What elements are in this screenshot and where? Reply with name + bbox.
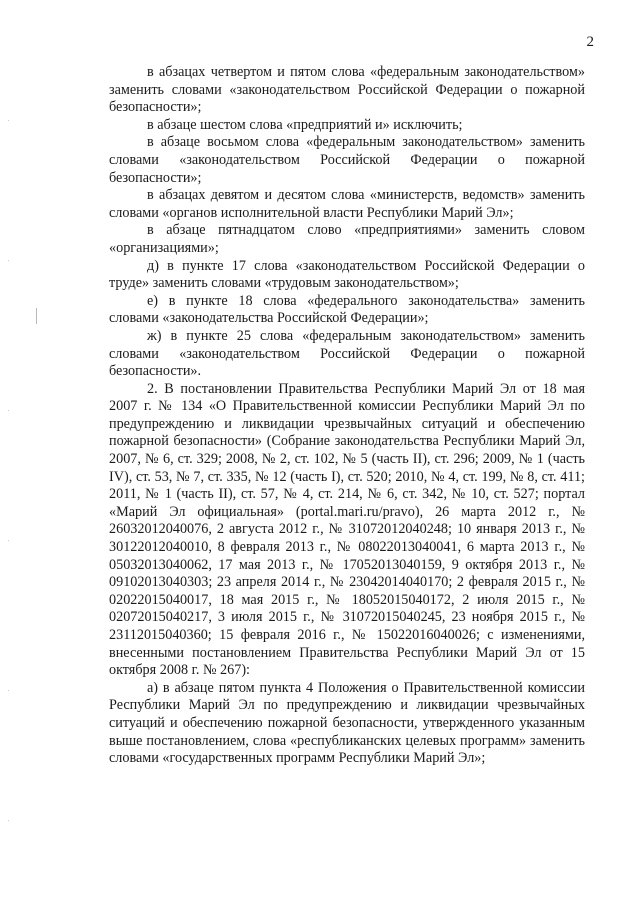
scan-artifact-mark xyxy=(36,308,37,324)
scan-edge-dots xyxy=(8,0,10,905)
paragraph-amend-paragraphs-4-5: в абзацах четвертом и пятом слова «федеральным законодательством» заменить словами «законодательством Российской Федерации о пожарной безопасности»; xyxy=(109,64,585,116)
paragraph-amend-paragraphs-9-10: в абзацах девятом и десятом слова «министерств, ведомств» заменить словами «органов исполнительной власти Республики Марий Эл»; xyxy=(109,187,585,221)
paragraph-amend-paragraph-15: в абзаце пятнадцатом слово «предприятиями» заменить словом «организациями»; xyxy=(109,222,585,256)
paragraph-item-d: д) в пункте 17 слова «законодательством Российской Федерации о труде» заменить словами «трудовым законодательством»; xyxy=(109,257,585,292)
paragraph-section-2: 2. В постановлении Правительства Республики Марий Эл от 18 мая 2007 г. № 134 «О Правительственной комиссии Республики Марий Эл по предупреждению и ликвидации чрезвычайных ситуаций и обеспечению пожарной безопасности» (Собрание законодательства Республики Марий Эл, 2007, № 6, ст. 329; 2008, № 2, ст. 102, № 5 (часть II), ст. 296; 2009, № 1 (часть IV), ст. 53, № 7, ст. 335, № 12 (часть I), ст. 520; 2010, № 4, ст. 199, № 8, ст. 411; 2011, № 1 (часть II), ст. 57, № 4, ст. 214, № 6, ст. 342, № 10, ст. 527; портал «Марий Эл официальная» (portal.mari.ru/pravo), 26 марта 2012 г., № 26032012040076, 2 августа 2012 г., № 31072012040248; 10 января 2013 г., № 30122012040010, 8 февраля 2013 г., № 08022013040041, 6 марта 2013 г., № 05032013040062, 17 мая 2013 г., № 17052013040159, 9 октября 2013 г., № 09102013040303; 23 апреля 2014 г., № 23042014040170; 2 февраля 2015 г., № 02022015040017, 18 мая 2015 г., № 18052015040172, 2 июля 2015 г., № 02072015040217, 3 июля 2015 г., № 31072015040245, 23 ноября 2015 г., № 23112015040360; 15 февраля 2016 г., № 15022016040026; с изменениями, внесенными постановлением Правительства Республики Марий Эл от 15 октября 2008 г. № 267): xyxy=(109,380,585,679)
paragraph-item-a: а) в абзаце пятом пункта 4 Положения о Правительственной комиссии Республики Марий Эл по предупреждению и ликвидации чрезвычайных ситуаций и обеспечению пожарной безопасности, утвержденного указанным выше постановлением, слова «республиканских целевых программ» заменить словами «государственных программ Республики Марий Эл»; xyxy=(109,679,585,767)
page-number: 2 xyxy=(586,34,594,50)
paragraph-amend-paragraph-6: в абзаце шестом слова «предприятий и» исключить; xyxy=(147,116,463,133)
paragraph-amend-paragraph-8: в абзаце восьмом слова «федеральным законодательством» заменить словами «законодательством Российской Федерации о пожарной безопасности»; xyxy=(109,134,585,186)
paragraph-item-e: е) в пункте 18 слова «федерального законодательства» заменить словами «законодательства Российской Федерации»; xyxy=(109,292,585,327)
paragraph-item-zh: ж) в пункте 25 слова «федеральным законодательством» заменить словами «законодательством Российской Федерации о пожарной безопасности». xyxy=(109,327,585,380)
document-body xyxy=(109,64,585,768)
